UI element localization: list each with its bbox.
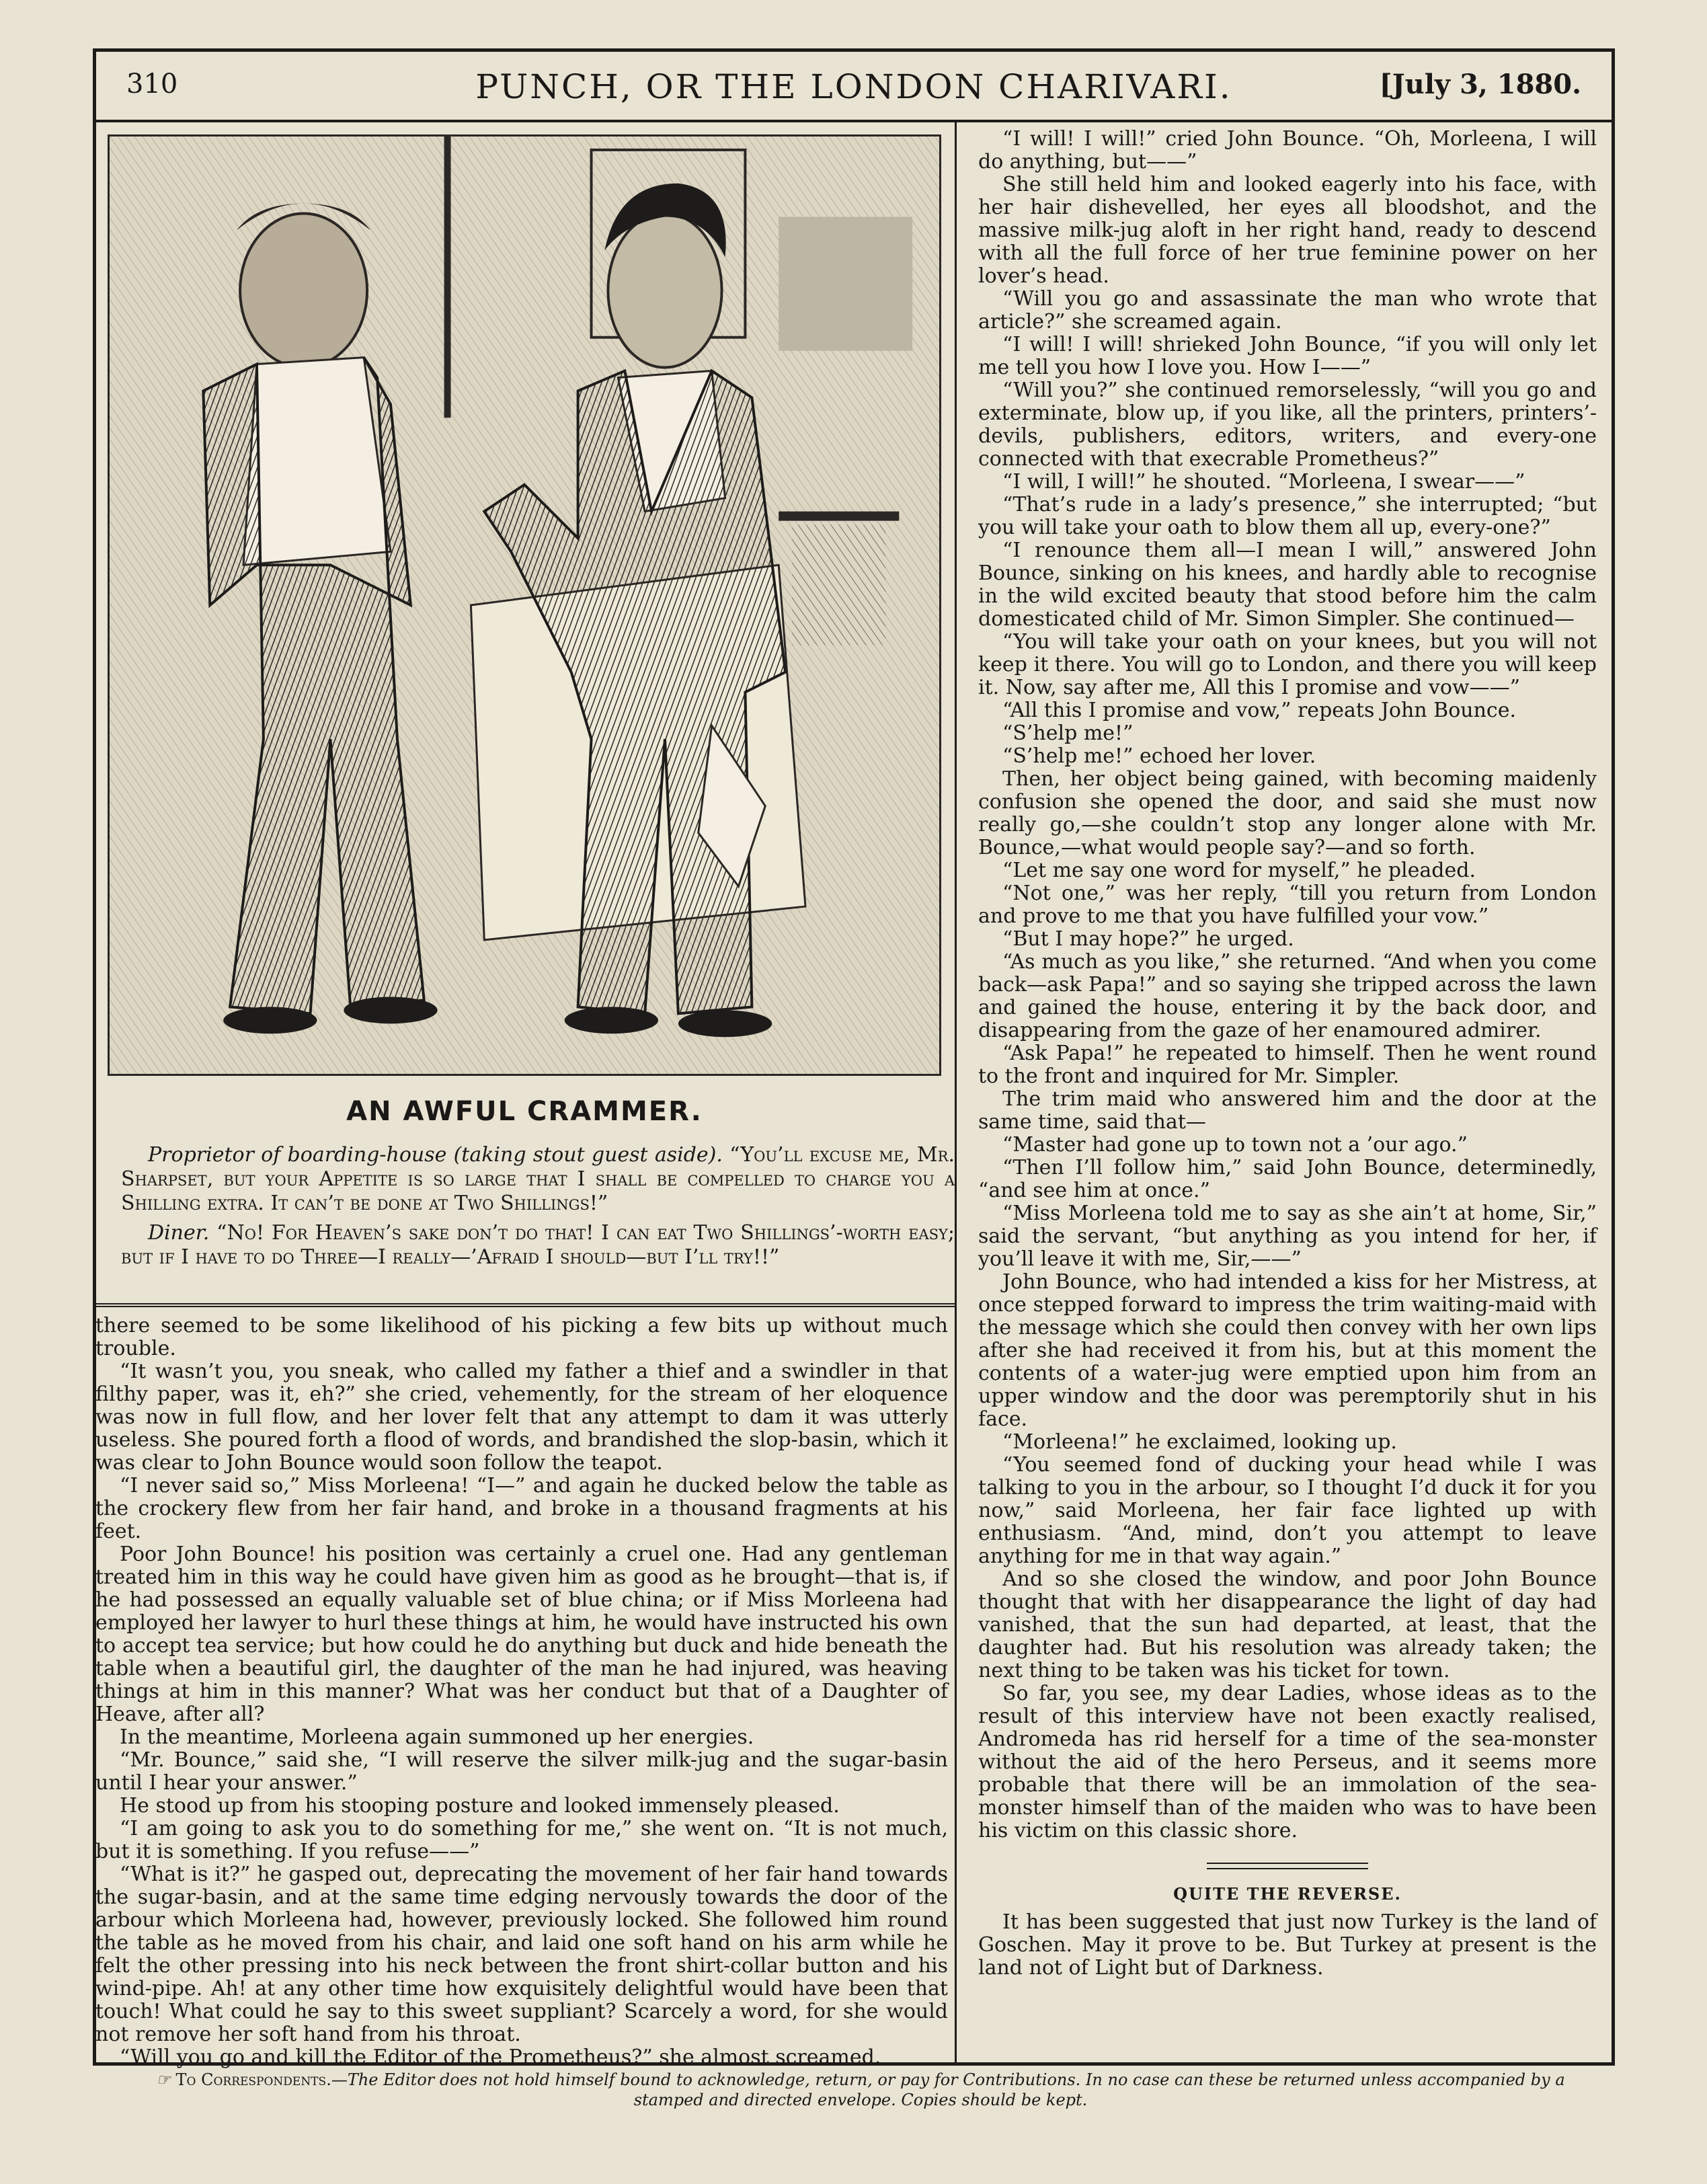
paragraph: “Miss Morleena told me to say as she ain’t at home, Sir,” said the servant, “but anything as you intend for her, if you’ll leave it with me, Sir,——” [978,1202,1597,1271]
notice-label: To Correspondents. [175,2070,331,2089]
paragraph: Then, her object being gained, with becoming maidenly confusion she opened the door, and said she must now really go,—she couldn’t stop any longer alone with Mr. Bounce,—what would people say?—and so forth. [978,767,1597,859]
paragraph: “All this I promise and vow,” repeats John Bounce. [1002,699,1517,722]
paragraph: “Morleena!” he exclaimed, looking up. [1002,1430,1397,1454]
right-column-text [978,128,1597,1980]
page-header [93,48,1615,122]
paragraph: In the meantime, Morleena again summoned up her energies. [120,1725,754,1749]
article-divider [1207,1863,1368,1869]
paragraph: “Then I’ll follow him,” said John Bounce, determinedly, “and see him at once.” [978,1156,1597,1202]
paragraph: “Will you go and assassinate the man who wrote that article?” she screamed again. [978,287,1597,334]
paragraph: Poor John Bounce! his position was certainly a cruel one. Had any gentleman treated him in this way he could have given him as good as he brought—that is, if he had possessed an equally valuable set of blue china; or if Miss Morleena had employed her lawyer to hurl these things at him, he would have instructed his own to accept tea service; but how could he do anything but duck and hide beneath the table when a beautiful girl, the daughter of the man he had injured, was heaving things at him in this manner? What was her conduct but that of a Daughter of Heave, after all? [95,1543,948,1726]
quite-the-reverse-heading: QUITE THE REVERSE. [1173,1884,1402,1904]
quite-the-reverse-text: It has been suggested that just now Turkey is the land of Goschen. May it prove to be. But Turkey at present is the land not of Light but of Darkness. [978,1910,1597,1980]
paragraph: “What is it?” he gasped out, deprecating the movement of her fair hand towards the sugar-basin, and at the same time edging nervously towards the door of the arbour which Morleena had, however, previously locked. She followed him round the table as he moved from his chair, and laid one soft hand on his arm while he felt the other pressing into his neck between the front shirt-collar button and his wind-pipe. Ah! at any other time how exquisitely delightful would have been that touch! What could he say to this sweet suppliant? Scarcely a word, for she would not remove her soft hand from his throat. [95,1863,948,2046]
paragraph: The trim maid who answered him and the door at the same time, said that— [978,1087,1597,1134]
paragraph: So far, you see, my dear Ladies, whose ideas as to the result of this interview have not been exactly realised, Andromeda has rid herself for a time of the sea-monster without the aid of the hero Perseus, and it seems more probable that there will be an immolation of the sea-monster himself than of the maiden who was to have been his victim on this classic shore. [978,1682,1597,1842]
caption-diner [121,1221,955,1270]
pointing-hand-icon: ☞ [156,2070,171,2089]
proprietor-speech: “You’ll excuse me, Mr. Sharpset, but your Appetite is so large that I shall be compelled to charge you a Shilling extra. It can’t be done at Two Shillings!” [121,1143,955,1215]
paragraph: And so she closed the window, and poor John Bounce thought that with her disappearance the light of day had vanished, that the sun had departed, at least, that the daughter had. But his resolution was already taken; the next thing to be taken was his ticket for town. [978,1567,1597,1682]
cartoon-title: AN AWFUL CRAMMER. [346,1096,703,1127]
page-number: 310 [126,69,178,100]
paragraph: “S’help me!” [1002,722,1134,745]
correspondents-notice [121,2070,1600,2110]
paragraph: “You will take your oath on your knees, but you will not keep it there. You will go to London, and there you will keep it. Now, say after me, All this I promise and vow——” [978,630,1597,699]
issue-date: [July 3, 1880. [1379,69,1581,100]
paragraph: “S’help me!” echoed her lover. [1002,744,1316,768]
paragraph: “Not one,” was her reply, “till you return from London and prove to me that you have fulfilled your vow.” [978,882,1597,928]
paragraph: “Will you go and kill the Editor of the Prometheus?” she almost screamed. [120,2045,881,2069]
paragraph: “I never said so,” Miss Morleena! “I—” and again he ducked below the table as the crockery flew from her fair hand, and broke in a thousand fragments at his feet. [95,1474,948,1543]
paragraph: “It wasn’t you, you sneak, who called my father a thief and a swindler in that filthy paper, was it, eh?” she cried, vehemently, for the stream of her eloquence was now in full flow, and her lover felt that any attempt to dam it was utterly useless. She poured forth a flood of words, and brandished the slop-basin, which it was clear to John Bounce would soon follow the teapot. [95,1360,948,1475]
proprietor-speaker: Proprietor of boarding-house (taking stout guest aside). [148,1143,723,1167]
paragraph: “That’s rude in a lady’s presence,” she interrupted; “but you will take your oath to blow them all up, every-one?” [978,493,1597,539]
left-column-text [95,1315,948,2069]
paragraph: “I will! I will!” cried John Bounce. “Oh, Morleena, I will do anything, but——” [978,127,1597,173]
paragraph: He stood up from his stooping posture and looked immensely pleased. [120,1794,840,1818]
paragraph: there seemed to be some likelihood of his picking a few bits up without much trouble. [95,1314,948,1360]
notice-text: —The Editor does not hold himself bound to acknowledge, return, or pay for Contributions. In no case can these be returned unless accompanied by a stamped and directed envelope. Copies should be kept. [331,2070,1565,2109]
paragraph: “Ask Papa!” he repeated to himself. Then he went round to the front and inquired for Mr. Simpler. [978,1042,1597,1088]
column-divider [955,122,957,2066]
diner-speaker: Diner. [148,1221,210,1245]
engraving-illustration-icon [110,136,939,1074]
paragraph: “Mr. Bounce,” said she, “I will reserve the silver milk-jug and the sugar-basin until I hear your answer.” [95,1748,948,1795]
paragraph: “I will! I will! shrieked John Bounce, “if you will only let me tell you how I love you. How I——” [978,333,1597,379]
cartoon-illustration [108,134,941,1076]
paragraph: “Will you?” she continued remorselessly, “will you go and exterminate, blow up, if you like, all the printers, printers’-devils, publishers, editors, writers, and every-one connected with that execrable Prometheus?” [978,379,1597,471]
paragraph: “Master had gone up to town not a ’our ago.” [1002,1133,1468,1157]
paragraph: “I renounce them all—I mean I will,” answered John Bounce, sinking on his knees, and hardly able to recognise in the wild excited beauty that stood before him the calm domesticated child of Mr. Simon Simpler. She continued— [978,539,1597,631]
paragraph: “I am going to ask you to do something for me,” she went on. “It is not much, but it is something. If you refuse——” [95,1817,948,1863]
masthead-title: PUNCH, OR THE LONDON CHARIVARI. [475,67,1232,106]
diner-speech: “No! For Heaven’s sake don’t do that! I can eat Two Shillings’-worth easy; but if I have to do Three—I really—’Afraid I should—but I’ll try!!” [121,1221,955,1269]
paragraph: John Bounce, who had intended a kiss for her Mistress, at once stepped forward to impress the trim waiting-maid with the message which she could then convey with her own lips after she had received it from his, but at this moment the contents of a water-jug were emptied upon him from an upper window and the door was peremptorily shut in his face. [978,1270,1597,1431]
paragraph: “Let me say one word for myself,” he pleaded. [1002,859,1476,882]
paragraph: She still held him and looked eagerly into his face, with her hair dishevelled, her eyes all bloodshot, and the massive milk-jug aloft in her right hand, ready to descend with all the full force of her true feminine power on her lover’s head. [978,173,1597,288]
paragraph: “But I may hope?” he urged. [1002,927,1294,951]
cartoon-caption [121,1143,955,1275]
paragraph: “I will, I will!” he shouted. “Morleena, I swear——” [1002,470,1525,494]
paragraph: “You seemed fond of ducking your head while I was talking to you in the arbour, so I thought I’d duck it for you now,” said Morleena, her fair face lighted up with enthusiasm. “And, mind, don’t you attempt to leave anything for me in that way again.” [978,1453,1597,1568]
paragraph: “As much as you like,” she returned. “And when you come back—ask Papa!” and so saying she tripped across the lawn and gained the house, entering it by the back door, and disappearing from the gaze of her enamoured admirer. [978,950,1597,1042]
caption-proprietor [121,1143,955,1216]
section-divider [93,1303,955,1307]
